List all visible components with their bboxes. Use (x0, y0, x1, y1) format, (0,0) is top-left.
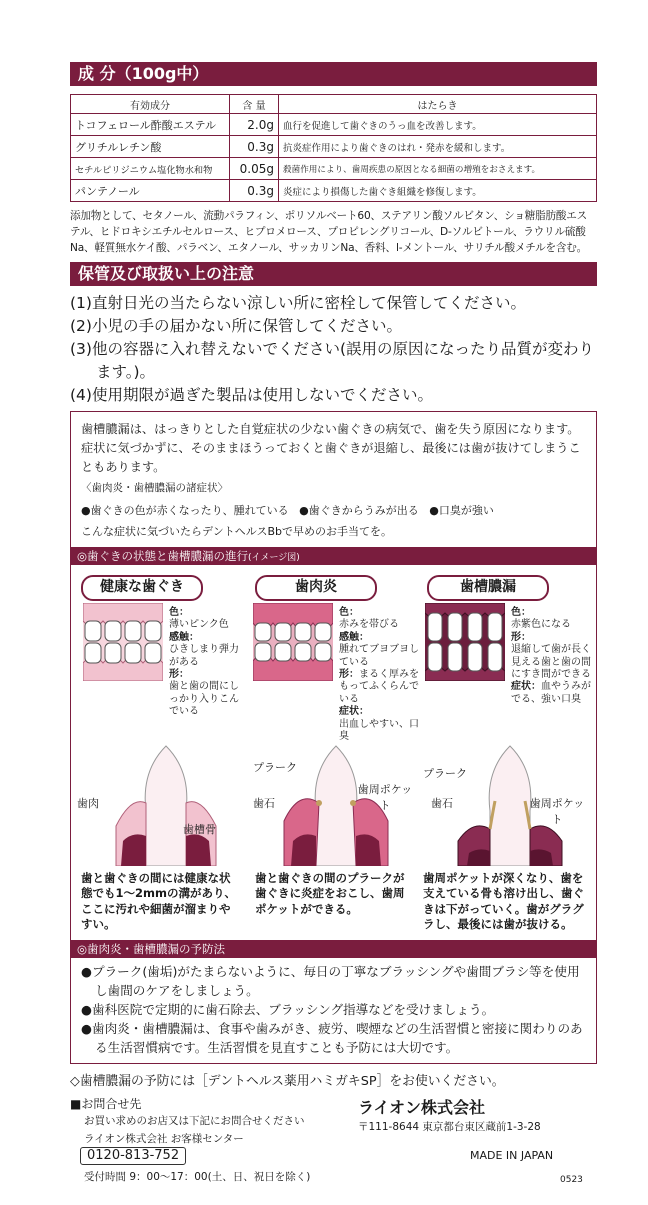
symptom-item: ●歯ぐきからうみが出る (299, 504, 419, 517)
ingredient-amount: 0.3g (230, 136, 279, 158)
package-back-panel (70, 62, 597, 1205)
additives-text: 添加物として、セタノール、流動パラフィン、ポリソルベート60、ステアリン酸ソルビタン、ショ糖脂肪酸エステル、ヒドロキシエチルセルロース、ヒプロメロース、プロピレングリコール、D-ソルビトール、ラウリル硫酸Na、軽質無水ケイ酸、パラベン、エタノール、サッカリンNa、香料、l-メントール、サリチル酸メチルを含む。 (70, 210, 588, 254)
table-row (71, 114, 597, 136)
periodontitis-teeth-illustration (425, 603, 505, 681)
label-tartar-periodontitis: 歯石 (431, 797, 453, 810)
symptoms-list (81, 501, 586, 520)
healthy-cross-section (111, 741, 221, 866)
table-row (71, 136, 597, 158)
composition-heading: 成 分（100g中） (70, 62, 597, 86)
prevention-item: ●歯科医院で定期的に歯石除去、ブラッシング指導などを受けましょう。 (81, 1002, 495, 1017)
column-header-ingredient: 有効成分 (71, 95, 230, 114)
product-code: 0523 (560, 1175, 583, 1185)
prevention-item: ●プラーク(歯垢)がたまらないように、毎日の丁寧なブラッシングや歯間ブラシ等を使用し歯間のケアをしましょう。 (81, 964, 580, 998)
label-plaque-gingivitis: プラーク (253, 761, 297, 774)
label-tartar-gingivitis: 歯石 (253, 797, 275, 810)
prevention-item: ●歯肉炎・歯槽膿漏は、食事や歯みがき、疲労、喫煙などの生活習慣と密接に関わりのある生活習慣病です。生活習慣を見直すことも予防には大切です。 (81, 1021, 583, 1055)
ingredient-amount: 2.0g (230, 114, 279, 136)
label-plaque-periodontitis: プラーク (423, 767, 467, 780)
ingredient-name: パンテノール (71, 180, 230, 202)
storage-heading: 保管及び取扱い上の注意 (70, 262, 597, 286)
prevention-list (71, 958, 596, 1063)
progress-diagram (71, 565, 596, 940)
stage-title-healthy: 健康な歯ぐき (81, 575, 203, 601)
gingivitis-caption: 歯と歯ぐきの間のプラークが歯ぐきに炎症をおこし、歯周ポケットができる。 (255, 871, 405, 916)
storage-item: (1)直射日光の当たらない涼しい所に密栓して保管してください。 (70, 294, 526, 312)
ingredient-effect: 炎症により損傷した歯ぐき組織を修復します。 (279, 180, 597, 202)
symptom-item: ●歯ぐきの色が赤くなったり、腫れている (81, 504, 289, 517)
ingredient-effect: 抗炎症作用により歯ぐきのはれ・発赤を緩和します。 (279, 136, 597, 158)
company-name: ライオン株式会社 (358, 1098, 486, 1117)
label-bone: 歯槽骨 (183, 823, 216, 836)
phone-number: 0120-813-752 (80, 1147, 186, 1165)
storage-list (70, 292, 597, 407)
storage-item: (4)使用期限が過ぎた製品は使用しないでください。 (70, 386, 433, 404)
table-row (71, 180, 597, 202)
stage-title-gingivitis: 歯肉炎 (255, 575, 377, 601)
symptom-item: ●口臭が強い (429, 504, 494, 517)
gingivitis-teeth-illustration (253, 603, 333, 681)
column-header-amount: 含 量 (230, 95, 279, 114)
prevention-heading: ◎歯肉炎・歯槽膿漏の予防法 (71, 940, 596, 958)
label-gum: 歯肉 (77, 797, 99, 810)
healthy-teeth-illustration (83, 603, 163, 681)
ingredient-amount: 0.3g (230, 180, 279, 202)
ingredient-name: グリチルレチン酸 (71, 136, 230, 158)
product-recommendation: ◇歯槽膿漏の予防には［デントヘルス薬用ハミガキSP］をお使いください。 (70, 1074, 505, 1089)
company-address: 〒111-8644 東京都台東区蔵前1-3-28 (358, 1121, 541, 1133)
ingredient-amount: 0.05g (230, 158, 279, 180)
column-header-effect: はたらき (279, 95, 597, 114)
periodontitis-description: 色： 赤紫色になる 形： 退縮して歯が長く見える歯と歯の間にすき間ができる 症状：血やうみがでる、強い口臭 (511, 607, 591, 705)
footer (70, 1095, 597, 1205)
table-row (71, 158, 597, 180)
ingredient-name: セチルピリジニウム塩化物水和物 (71, 158, 230, 180)
symptoms-heading: 〈歯肉炎・歯槽膿漏の諸症状〉 (81, 482, 228, 494)
gingivitis-description: 色： 赤みを帯びる 感触： 腫れてブヨブヨしている 形：まるく厚みをもってふくらんでいる 症状： 出血しやすい、口臭 (339, 607, 419, 743)
healthy-caption: 歯と歯ぐきの間には健康な状態でも1〜2mmの溝があり、ここに汚れや細菌が溜まりやすい。 (81, 871, 236, 932)
periodontitis-caption: 歯周ポケットが深くなり、歯を支えている骨も溶け出し、歯ぐきは下がっていく。歯がグラグラし、最後には歯が抜ける。 (423, 871, 584, 932)
label-pocket-periodontitis: 歯周ポケット (529, 797, 585, 826)
customer-center: ライオン株式会社 お客様センター (84, 1133, 244, 1145)
ingredient-name: トコフェロール酢酸エステル (71, 114, 230, 136)
made-in-label: MADE IN JAPAN (470, 1149, 554, 1162)
symptoms-note: こんな症状に気づいたらデントヘルスBbで早めのお手当てを。 (81, 525, 392, 538)
composition-table (70, 94, 597, 202)
reception-hours: 受付時間 9：00〜17：00(土、日、祝日を除く) (84, 1171, 311, 1183)
periodontal-info-box (70, 411, 597, 1064)
contact-note: お買い求めのお店又は下記にお問合せください (84, 1115, 305, 1127)
stage-title-periodontitis: 歯槽膿漏 (427, 575, 549, 601)
intro-text: 歯槽膿漏は、はっきりとした自覚症状の少ない歯ぐきの病気で、歯を失う原因になります。症状に気づかずに、そのままほうっておくと歯ぐきが退縮し、最後には歯が抜けてしまうこともあります。 (81, 422, 581, 474)
ingredient-effect: 殺菌作用により、歯周疾患の原因となる細菌の増殖をおさえます。 (279, 158, 597, 180)
ingredient-effect: 血行を促進して歯ぐきのうっ血を改善します。 (279, 114, 597, 136)
contact-heading: ■お問合せ先 (70, 1097, 142, 1111)
storage-item: (2)小児の手の届かない所に保管してください。 (70, 317, 402, 335)
storage-item: (3)他の容器に入れ替えないでください(誤用の原因になったり品質が変わります。)。 (70, 340, 595, 381)
progress-heading: ◎歯ぐきの状態と歯槽膿漏の進行(イメージ図) (71, 547, 596, 565)
healthy-description: 色： 薄いピンク色 感触： ひきしまり弾力がある 形： 歯と歯の間にしっかり入りこんでいる (169, 607, 239, 718)
label-pocket-gingivitis: 歯周ポケット (357, 783, 413, 812)
